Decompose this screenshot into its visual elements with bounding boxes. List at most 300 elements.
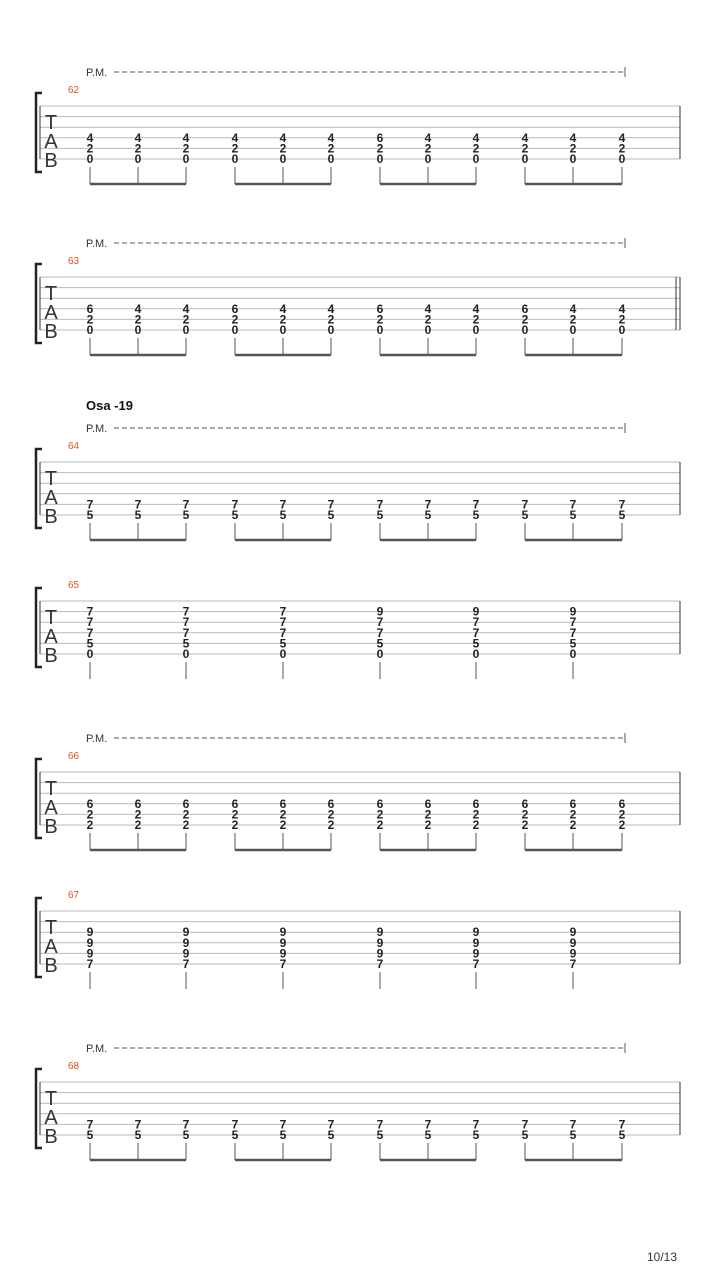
fret-number: 9 (376, 935, 384, 950)
chord (619, 1117, 626, 1160)
page-number: 10/13 (646, 1250, 677, 1264)
chord (473, 497, 480, 540)
fret-number: 2 (231, 807, 239, 822)
fret-number: 5 (327, 508, 335, 522)
system-bracket (36, 759, 42, 838)
fret-number: 0 (327, 323, 335, 337)
chord (183, 605, 190, 679)
chord (232, 1117, 239, 1160)
chord (377, 497, 384, 540)
fret-number: 7 (569, 625, 577, 640)
fret-number: 6 (424, 796, 432, 811)
chord (619, 131, 626, 184)
fret-number: 5 (569, 636, 577, 651)
tab-clef-letter: A (44, 487, 58, 509)
chord (183, 302, 190, 355)
fret-number: 6 (618, 796, 626, 811)
chord (183, 1117, 190, 1160)
fret-number: 2 (327, 312, 335, 327)
chord (280, 605, 287, 679)
fret-number: 7 (472, 615, 480, 630)
fret-number: 2 (327, 807, 335, 822)
chord (87, 497, 94, 540)
fret-number: 7 (86, 604, 94, 619)
fret-number: 0 (569, 647, 577, 661)
fret-number: 2 (472, 818, 480, 832)
fret-number: 2 (86, 818, 94, 832)
fret-number: 7 (569, 957, 577, 971)
chord (570, 302, 577, 355)
palm-mute-label: P.M. (86, 67, 108, 79)
tab-clef (44, 468, 58, 528)
fret-number: 2 (134, 141, 142, 156)
chord (425, 1117, 432, 1160)
fret-number: 4 (472, 301, 480, 316)
fret-number: 7 (182, 957, 190, 971)
chord (522, 302, 529, 355)
fret-number: 2 (134, 312, 142, 327)
fret-number: 5 (134, 508, 142, 522)
fret-number: 0 (376, 152, 384, 166)
fret-number: 2 (279, 807, 287, 822)
chord (280, 797, 287, 850)
fret-number: 5 (569, 1128, 577, 1142)
chord (619, 302, 626, 355)
fret-number: 7 (376, 497, 384, 512)
fret-number: 2 (231, 818, 239, 832)
fret-number: 2 (86, 312, 94, 327)
fret-number: 5 (279, 636, 287, 651)
fret-number: 0 (182, 323, 190, 337)
system-bracket (36, 898, 42, 977)
chord (377, 605, 384, 679)
fret-number: 0 (618, 152, 626, 166)
fret-number: 0 (182, 647, 190, 661)
fret-number: 2 (569, 818, 577, 832)
system-bracket (36, 588, 42, 667)
chord (87, 797, 94, 850)
fret-number: 7 (182, 625, 190, 640)
fret-number: 4 (424, 301, 432, 316)
chord (232, 131, 239, 184)
fret-number: 0 (569, 323, 577, 337)
system-bracket (36, 93, 42, 172)
measure-number: 62 (68, 85, 80, 96)
fret-number: 2 (376, 818, 384, 832)
system-66 (36, 733, 680, 850)
chord (87, 1117, 94, 1160)
fret-number: 4 (569, 130, 577, 145)
fret-number: 7 (327, 1117, 335, 1132)
section-label: Osa -19 (86, 398, 133, 413)
fret-number: 9 (86, 935, 94, 950)
chord (87, 131, 94, 184)
tab-clef (44, 778, 58, 838)
tab-clef-letter: A (44, 1107, 58, 1129)
fret-number: 9 (86, 946, 94, 961)
palm-mute-label: P.M. (86, 423, 108, 435)
fret-number: 2 (521, 807, 529, 822)
chord (280, 302, 287, 355)
fret-number: 7 (424, 497, 432, 512)
system-bracket (36, 264, 42, 343)
fret-number: 7 (376, 615, 384, 630)
fret-number: 2 (279, 312, 287, 327)
fret-number: 6 (521, 301, 529, 316)
fret-number: 7 (472, 957, 480, 971)
chord (328, 797, 335, 850)
tab-clef-letter: T (44, 468, 58, 490)
fret-number: 2 (618, 807, 626, 822)
fret-number: 0 (327, 152, 335, 166)
fret-number: 9 (472, 925, 480, 940)
tab-clef-letter: B (44, 150, 58, 172)
fret-number: 9 (182, 935, 190, 950)
fret-number: 4 (182, 301, 190, 316)
fret-number: 6 (279, 796, 287, 811)
tab-clef (44, 607, 58, 667)
fret-number: 9 (182, 925, 190, 940)
fret-number: 7 (521, 1117, 529, 1132)
fret-number: 4 (134, 301, 142, 316)
fret-number: 2 (86, 141, 94, 156)
fret-number: 9 (472, 935, 480, 950)
fret-number: 7 (376, 625, 384, 640)
fret-number: 5 (472, 636, 480, 651)
fret-number: 7 (472, 625, 480, 640)
fret-number: 2 (569, 141, 577, 156)
fret-number: 0 (86, 647, 94, 661)
chord (135, 1117, 142, 1160)
fret-number: 2 (327, 141, 335, 156)
chord (135, 302, 142, 355)
chord (570, 797, 577, 850)
fret-number: 0 (134, 323, 142, 337)
fret-number: 0 (134, 152, 142, 166)
fret-number: 5 (472, 1128, 480, 1142)
fret-number: 0 (521, 152, 529, 166)
palm-mute-label: P.M. (86, 1043, 108, 1055)
tab-clef-letter: A (44, 797, 58, 819)
tab-clef-letter: T (44, 283, 58, 305)
fret-number: 7 (231, 1117, 239, 1132)
tab-clef-letter: B (44, 506, 58, 528)
fret-number: 0 (279, 647, 287, 661)
fret-number: 2 (618, 818, 626, 832)
fret-number: 2 (182, 141, 190, 156)
tab-clef-letter: T (44, 607, 58, 629)
fret-number: 2 (134, 807, 142, 822)
tab-clef-letter: A (44, 936, 58, 958)
fret-number: 2 (424, 312, 432, 327)
chord (377, 131, 384, 184)
fret-number: 6 (376, 796, 384, 811)
chord (232, 302, 239, 355)
chord (377, 925, 384, 989)
tab-clef (44, 917, 58, 977)
fret-number: 7 (182, 497, 190, 512)
fret-number: 5 (134, 1128, 142, 1142)
fret-number: 5 (376, 1128, 384, 1142)
fret-number: 0 (618, 323, 626, 337)
fret-number: 2 (521, 141, 529, 156)
fret-number: 5 (279, 508, 287, 522)
fret-number: 0 (86, 152, 94, 166)
tab-clef (44, 1088, 58, 1148)
chord (87, 925, 94, 989)
chord (232, 497, 239, 540)
fret-number: 7 (182, 1117, 190, 1132)
fret-number: 7 (279, 625, 287, 640)
fret-number: 5 (618, 1128, 626, 1142)
chord (135, 131, 142, 184)
fret-number: 2 (569, 807, 577, 822)
chord (522, 797, 529, 850)
chord (280, 1117, 287, 1160)
fret-number: 7 (327, 497, 335, 512)
fret-number: 2 (231, 312, 239, 327)
chord (232, 797, 239, 850)
chord (87, 302, 94, 355)
fret-number: 0 (182, 152, 190, 166)
fret-number: 5 (376, 636, 384, 651)
system-62 (36, 67, 680, 184)
fret-number: 5 (376, 508, 384, 522)
fret-number: 6 (376, 301, 384, 316)
fret-number: 5 (424, 1128, 432, 1142)
chord (135, 497, 142, 540)
fret-number: 0 (472, 647, 480, 661)
chord (570, 1117, 577, 1160)
fret-number: 5 (86, 1128, 94, 1142)
fret-number: 9 (472, 946, 480, 961)
fret-number: 9 (182, 946, 190, 961)
measure-number: 65 (68, 580, 80, 591)
fret-number: 4 (134, 130, 142, 145)
fret-number: 6 (86, 796, 94, 811)
tab-clef (44, 283, 58, 343)
fret-number: 0 (231, 152, 239, 166)
tab-clef-letter: T (44, 778, 58, 800)
fret-number: 2 (424, 818, 432, 832)
fret-number: 9 (279, 946, 287, 961)
fret-number: 2 (618, 312, 626, 327)
fret-number: 9 (279, 935, 287, 950)
chord (473, 131, 480, 184)
fret-number: 4 (569, 301, 577, 316)
fret-number: 2 (618, 141, 626, 156)
system-bracket (36, 1069, 42, 1148)
fret-number: 7 (182, 604, 190, 619)
fret-number: 4 (327, 130, 335, 145)
chord (183, 925, 190, 989)
fret-number: 5 (327, 1128, 335, 1142)
fret-number: 4 (182, 130, 190, 145)
fret-number: 6 (231, 796, 239, 811)
tab-clef (44, 112, 58, 172)
chord (425, 302, 432, 355)
fret-number: 5 (182, 508, 190, 522)
fret-number: 7 (472, 497, 480, 512)
system-67 (36, 890, 680, 989)
fret-number: 5 (182, 1128, 190, 1142)
fret-number: 4 (231, 130, 239, 145)
tab-clef-letter: T (44, 112, 58, 134)
fret-number: 7 (279, 615, 287, 630)
chord (570, 605, 577, 679)
fret-number: 5 (521, 1128, 529, 1142)
fret-number: 6 (182, 796, 190, 811)
fret-number: 7 (182, 615, 190, 630)
fret-number: 0 (231, 323, 239, 337)
system-68 (36, 1043, 680, 1160)
fret-number: 9 (569, 925, 577, 940)
fret-number: 4 (521, 130, 529, 145)
chord (328, 131, 335, 184)
fret-number: 7 (279, 497, 287, 512)
fret-number: 4 (472, 130, 480, 145)
system-64 (36, 398, 680, 540)
fret-number: 5 (618, 508, 626, 522)
fret-number: 6 (521, 796, 529, 811)
fret-number: 7 (376, 957, 384, 971)
fret-number: 7 (279, 604, 287, 619)
fret-number: 4 (618, 301, 626, 316)
fret-number: 7 (569, 497, 577, 512)
system-65 (36, 580, 680, 679)
chord (87, 605, 94, 679)
fret-number: 9 (86, 925, 94, 940)
tab-clef-letter: T (44, 917, 58, 939)
fret-number: 0 (86, 323, 94, 337)
fret-number: 7 (618, 1117, 626, 1132)
fret-number: 0 (569, 152, 577, 166)
fret-number: 7 (279, 957, 287, 971)
measure-number: 63 (68, 256, 80, 267)
fret-number: 2 (521, 312, 529, 327)
tab-clef-letter: A (44, 131, 58, 153)
fret-number: 2 (182, 818, 190, 832)
fret-number: 9 (569, 946, 577, 961)
measure-number: 67 (68, 890, 80, 901)
fret-number: 7 (618, 497, 626, 512)
chord (619, 497, 626, 540)
chord (473, 302, 480, 355)
fret-number: 2 (376, 807, 384, 822)
fret-number: 0 (521, 323, 529, 337)
fret-number: 5 (569, 508, 577, 522)
fret-number: 6 (231, 301, 239, 316)
fret-number: 0 (376, 323, 384, 337)
palm-mute-label: P.M. (86, 733, 108, 745)
fret-number: 0 (279, 323, 287, 337)
fret-number: 5 (521, 508, 529, 522)
fret-number: 5 (86, 508, 94, 522)
fret-number: 9 (376, 604, 384, 619)
fret-number: 7 (134, 497, 142, 512)
chord (570, 131, 577, 184)
fret-number: 5 (424, 508, 432, 522)
chord (425, 131, 432, 184)
fret-number: 9 (376, 946, 384, 961)
fret-number: 2 (231, 141, 239, 156)
chord (328, 497, 335, 540)
fret-number: 4 (618, 130, 626, 145)
chord (328, 1117, 335, 1160)
chord (135, 797, 142, 850)
fret-number: 5 (279, 1128, 287, 1142)
tab-clef-letter: B (44, 645, 58, 667)
palm-mute-label: P.M. (86, 238, 108, 250)
chord (522, 1117, 529, 1160)
chord (280, 925, 287, 989)
fret-number: 2 (182, 312, 190, 327)
fret-number: 7 (521, 497, 529, 512)
fret-number: 2 (472, 807, 480, 822)
fret-number: 5 (231, 508, 239, 522)
fret-number: 9 (569, 604, 577, 619)
fret-number: 5 (231, 1128, 239, 1142)
chord (183, 797, 190, 850)
fret-number: 7 (86, 615, 94, 630)
chord (522, 497, 529, 540)
fret-number: 2 (327, 818, 335, 832)
fret-number: 6 (569, 796, 577, 811)
chord (377, 302, 384, 355)
fret-number: 0 (279, 152, 287, 166)
fret-number: 5 (86, 636, 94, 651)
fret-number: 2 (279, 818, 287, 832)
fret-number: 7 (86, 625, 94, 640)
fret-number: 2 (472, 141, 480, 156)
fret-number: 6 (86, 301, 94, 316)
fret-number: 4 (424, 130, 432, 145)
fret-number: 2 (472, 312, 480, 327)
fret-number: 6 (472, 796, 480, 811)
fret-number: 4 (327, 301, 335, 316)
measure-number: 68 (68, 1061, 80, 1072)
chord (570, 497, 577, 540)
fret-number: 2 (182, 807, 190, 822)
fret-number: 0 (376, 647, 384, 661)
fret-number: 2 (279, 141, 287, 156)
chord (377, 1117, 384, 1160)
tab-clef-letter: A (44, 302, 58, 324)
chord (377, 797, 384, 850)
fret-number: 0 (472, 323, 480, 337)
fret-number: 2 (569, 312, 577, 327)
fret-number: 7 (279, 1117, 287, 1132)
fret-number: 7 (424, 1117, 432, 1132)
fret-number: 9 (472, 604, 480, 619)
fret-number: 7 (86, 957, 94, 971)
fret-number: 7 (569, 1117, 577, 1132)
fret-number: 6 (376, 130, 384, 145)
chord (473, 925, 480, 989)
fret-number: 5 (182, 636, 190, 651)
chord (328, 302, 335, 355)
chord (522, 131, 529, 184)
fret-number: 7 (231, 497, 239, 512)
fret-number: 4 (279, 301, 287, 316)
fret-number: 2 (86, 807, 94, 822)
fret-number: 2 (134, 818, 142, 832)
tab-clef-letter: B (44, 816, 58, 838)
fret-number: 7 (86, 497, 94, 512)
chord (473, 1117, 480, 1160)
fret-number: 2 (424, 141, 432, 156)
fret-number: 2 (424, 807, 432, 822)
